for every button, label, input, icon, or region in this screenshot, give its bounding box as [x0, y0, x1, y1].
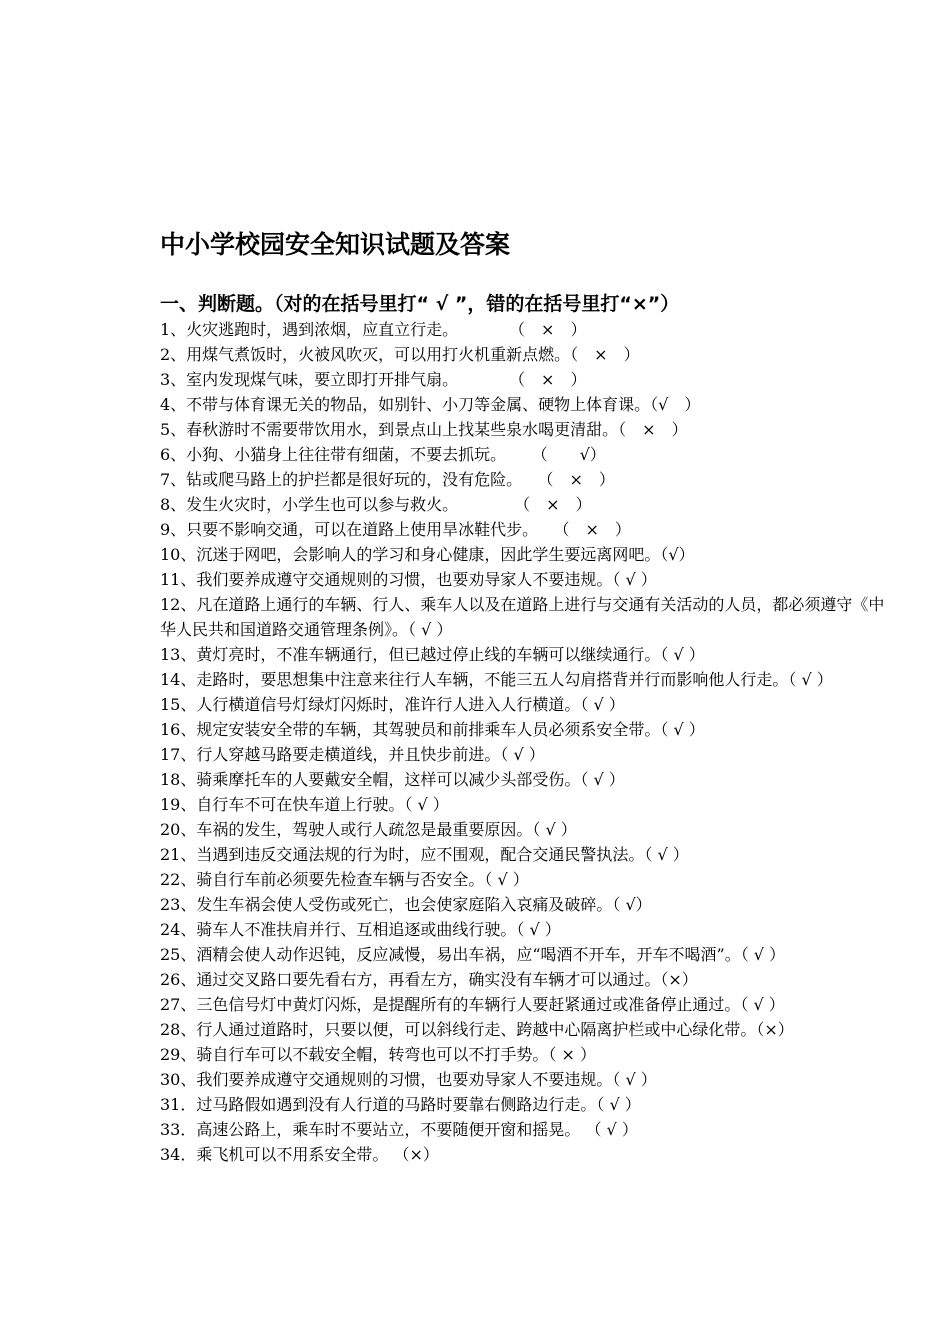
- question-item: 14、走路时，要思想集中注意来往行人车辆，不能三五人勾肩搭背并行而影响他人行走。（ √ ）: [160, 670, 833, 689]
- question-item: 23、发生车祸会使人受伤或死亡，也会使家庭陷入哀痛及破碎。（ √）: [160, 895, 652, 914]
- question-item: 26、通过交叉路口要先看右方，再看左方，确实没有车辆才可以通过。（×）: [160, 970, 698, 989]
- question-item: 29、骑自行车可以不载安全帽，转弯也可以不打手势。（ × ）: [160, 1045, 596, 1064]
- question-item: 7、钻或爬马路上的护拦都是很好玩的，没有危险。 （ × ）: [160, 470, 615, 489]
- question-item: 3、室内发现煤气味，要立即打开排气扇。 （ × ）: [160, 370, 587, 389]
- question-item: 1、火灾逃跑时，遇到浓烟，应直立行走。 （ × ）: [160, 320, 587, 339]
- question-item: 8、发生火灾时，小学生也可以参与救火。 （ × ）: [160, 495, 592, 514]
- question-item: 10、沉迷于网吧，会影响人的学习和身心健康，因此学生要远离网吧。（√）: [160, 545, 695, 564]
- question-item: 24、骑车人不准扶肩并行、互相追逐或曲线行驶。（ √ ）: [160, 920, 561, 939]
- question-item: 19、自行车不可在快车道上行驶。（ √ ）: [160, 795, 449, 814]
- question-list: [160, 317, 900, 1167]
- question-item: 12、凡在道路上通行的车辆、行人、乘车人以及在道路上进行与交通有关活动的人员，都必须遵守《中华人民共和国道路交通管理条例》。（ √ ）: [160, 595, 885, 639]
- question-item: 21、当遇到违反交通法规的行为时，应不围观，配合交通民警执法。（ √ ）: [160, 845, 689, 864]
- question-item: 4、不带与体育课无关的物品，如别针、小刀等金属、硬物上体育课。（√ ）: [160, 395, 701, 414]
- question-item: 6、小狗、小猫身上往往带有细菌，不要去抓玩。 （ √）: [160, 445, 606, 464]
- question-item: 34．乘飞机可以不用系安全带。 （×）: [160, 1145, 439, 1164]
- document-title: 中小学校园安全知识试题及答案: [160, 230, 511, 259]
- question-item: 33．高速公路上，乘车时不要站立，不要随便开窗和摇晃。 （ √ ）: [160, 1120, 638, 1139]
- question-item: 30、我们要养成遵守交通规则的习惯，也要劝导家人不要违规。（ √ ）: [160, 1070, 657, 1089]
- question-item: 9、只要不影响交通，可以在道路上使用旱冰鞋代步。 （ × ）: [160, 520, 631, 539]
- question-item: 25、酒精会使人动作迟钝，反应减慢，易出车祸，应“喝酒不开车，开车不喝酒”。（ √ ）: [160, 945, 786, 964]
- question-item: 13、黄灯亮时，不准车辆通行，但已越过停止线的车辆可以继续通行。（ √ ）: [160, 645, 705, 664]
- question-item: 31．过马路假如遇到没有人行道的马路时要靠右侧路边行走。（ √ ）: [160, 1095, 641, 1114]
- section-heading: 一、判断题。（对的在括号里打“ √ ”，错的在括号里打“×”）: [160, 293, 680, 315]
- question-item: 16、规定安装安全带的车辆，其驾驶员和前排乘车人员必须系安全带。（ √ ）: [160, 720, 705, 739]
- question-item: 17、行人穿越马路要走横道线，并且快步前进。（ √ ）: [160, 745, 545, 764]
- question-item: 18、骑乘摩托车的人要戴安全帽，这样可以减少头部受伤。（ √ ）: [160, 770, 625, 789]
- question-item: 22、骑自行车前必须要先检查车辆与否安全。（ √ ）: [160, 870, 529, 889]
- question-item: 5、春秋游时不需要带饮用水，到景点山上找某些泉水喝更清甜。（ × ）: [160, 420, 688, 439]
- question-item: 27、三色信号灯中黄灯闪烁，是提醒所有的车辆行人要赶紧通过或准备停止通过。（ √ ）: [160, 995, 785, 1014]
- question-item: 15、人行横道信号灯绿灯闪烁时，准许行人进入人行横道。（ √ ）: [160, 695, 625, 714]
- question-item: 20、车祸的发生，驾驶人或行人疏忽是最重要原因。（ √ ）: [160, 820, 577, 839]
- question-item: 11、我们要养成遵守交通规则的习惯，也要劝导家人不要违规。（ √ ）: [160, 570, 657, 589]
- question-item: 2、用煤气煮饭时，火被风吹灭，可以用打火机重新点燃。（ × ）: [160, 345, 640, 364]
- question-item: 28、行人通过道路时，只要以便，可以斜线行走、跨越中心隔离护栏或中心绿化带。（×）: [160, 1020, 794, 1039]
